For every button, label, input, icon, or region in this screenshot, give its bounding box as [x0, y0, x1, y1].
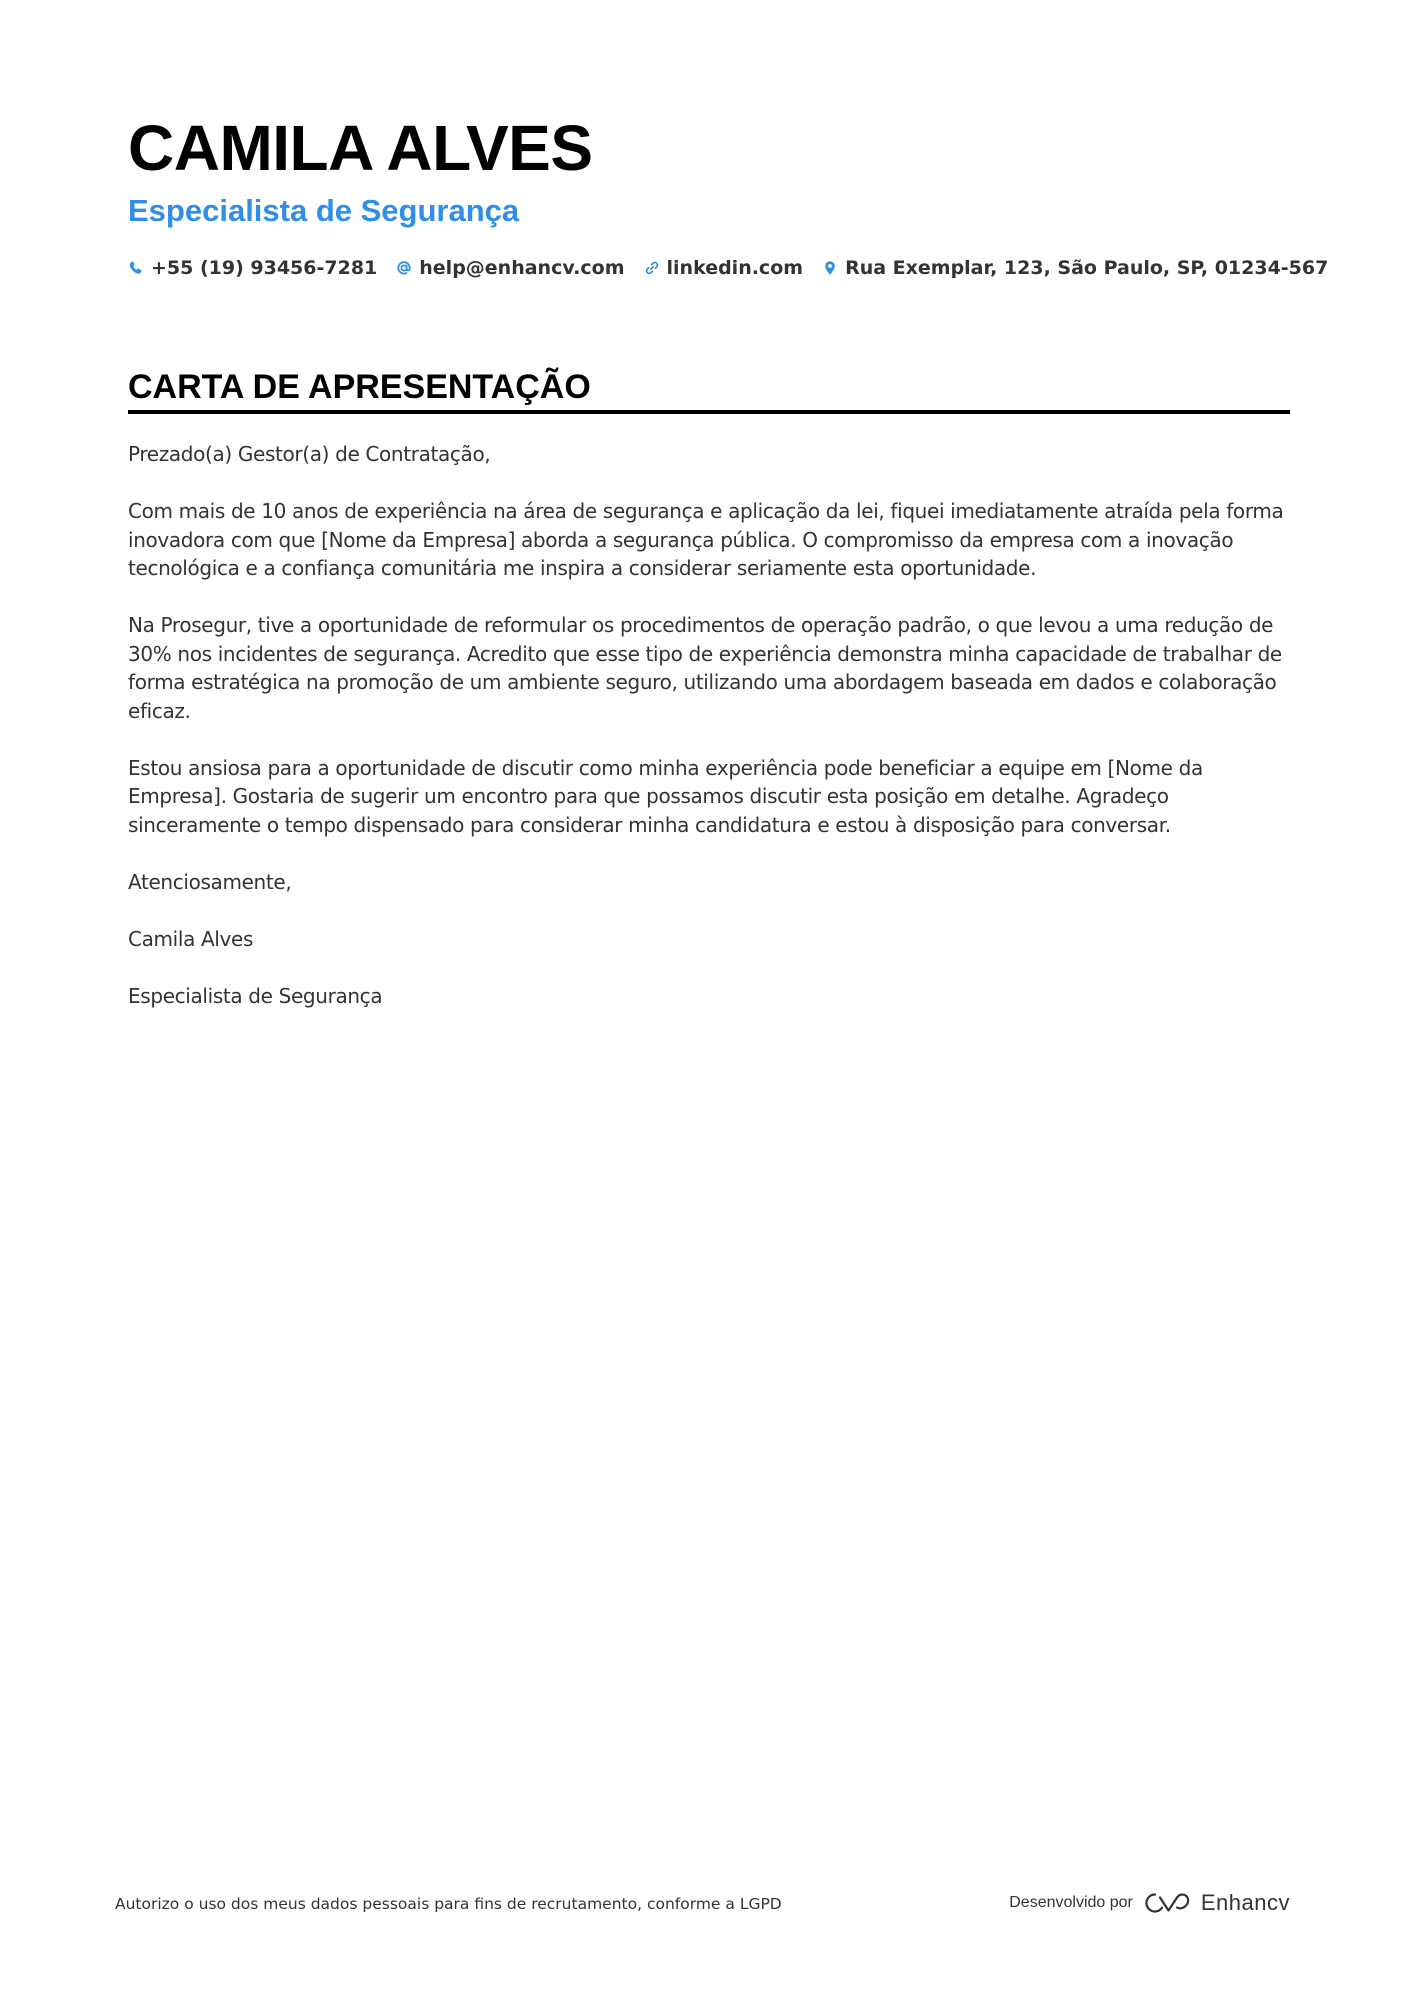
linkedin-link[interactable]: linkedin.com: [666, 257, 804, 279]
contact-email[interactable]: [396, 257, 624, 279]
address-text: Rua Exemplar, 123, São Paulo, SP, 01234-567: [845, 257, 1329, 279]
letter-body: [128, 440, 1298, 1039]
footer-brand[interactable]: [1009, 1886, 1290, 1920]
map-pin-icon: [822, 260, 838, 276]
link-icon: [644, 260, 660, 276]
consent-note: Autorizo o uso dos meus dados pessoais para fins de recrutamento, conforme a LGPD: [115, 1895, 782, 1913]
contact-bar: [128, 252, 1347, 284]
signature-title: Especialista de Segurança: [128, 983, 383, 1008]
letter-greeting: Prezado(a) Gestor(a) de Contratação,: [128, 442, 491, 466]
letter-closing: Atenciosamente,: [128, 869, 292, 894]
letter-paragraph: Estou ansiosa para a oportunidade de discutir como minha experiência pode beneficiar a equipe em [Nome da Empresa]. Gostaria de sugerir um encontro para que possamos discutir esta posição em detalhe. Agradeço sinceramente o tempo dispensado para considerar minha candidatura e estou à disposição para conversar.: [128, 755, 1203, 837]
letter-paragraph: Na Prosegur, tive a oportunidade de reformular os procedimentos de operação padrão, o que levou a uma redução de 30% nos incidentes de segurança. Acredito que esse tipo de experiência demonstra minha capacidade de trabalhar de forma estratégica na promoção de um ambiente seguro, utilizando uma abordagem baseada em dados e colaboração eficaz.: [128, 613, 1282, 723]
section-divider: [128, 410, 1290, 414]
candidate-title: Especialista de Segurança: [128, 193, 520, 228]
section-title: CARTA DE APRESENTAÇÃO: [128, 368, 591, 406]
at-icon: [396, 260, 412, 276]
contact-link[interactable]: [644, 257, 804, 279]
email-link[interactable]: help@enhancv.com: [419, 257, 625, 279]
contact-phone: [128, 257, 377, 279]
signature-name: Camila Alves: [128, 926, 254, 951]
letter-paragraph: Com mais de 10 anos de experiência na área de segurança e aplicação da lei, fiquei imediatamente atraída pela forma inovadora com que [Nome da Empresa] aborda a segurança pública. O compromisso da empresa com a inovação tecnológica e a confiança comunitária me inspira a considerar seriamente esta oportunidade.: [128, 499, 1284, 580]
phone-text: +55 (19) 93456-7281: [151, 257, 378, 279]
enhancv-logo-icon: [1145, 1890, 1191, 1916]
powered-by-label: Desenvolvido por: [1009, 1894, 1133, 1911]
candidate-name: CAMILA ALVES: [128, 112, 593, 184]
contact-address: [822, 257, 1328, 279]
phone-icon: [128, 260, 144, 276]
brand-name: Enhancv: [1200, 1890, 1290, 1915]
